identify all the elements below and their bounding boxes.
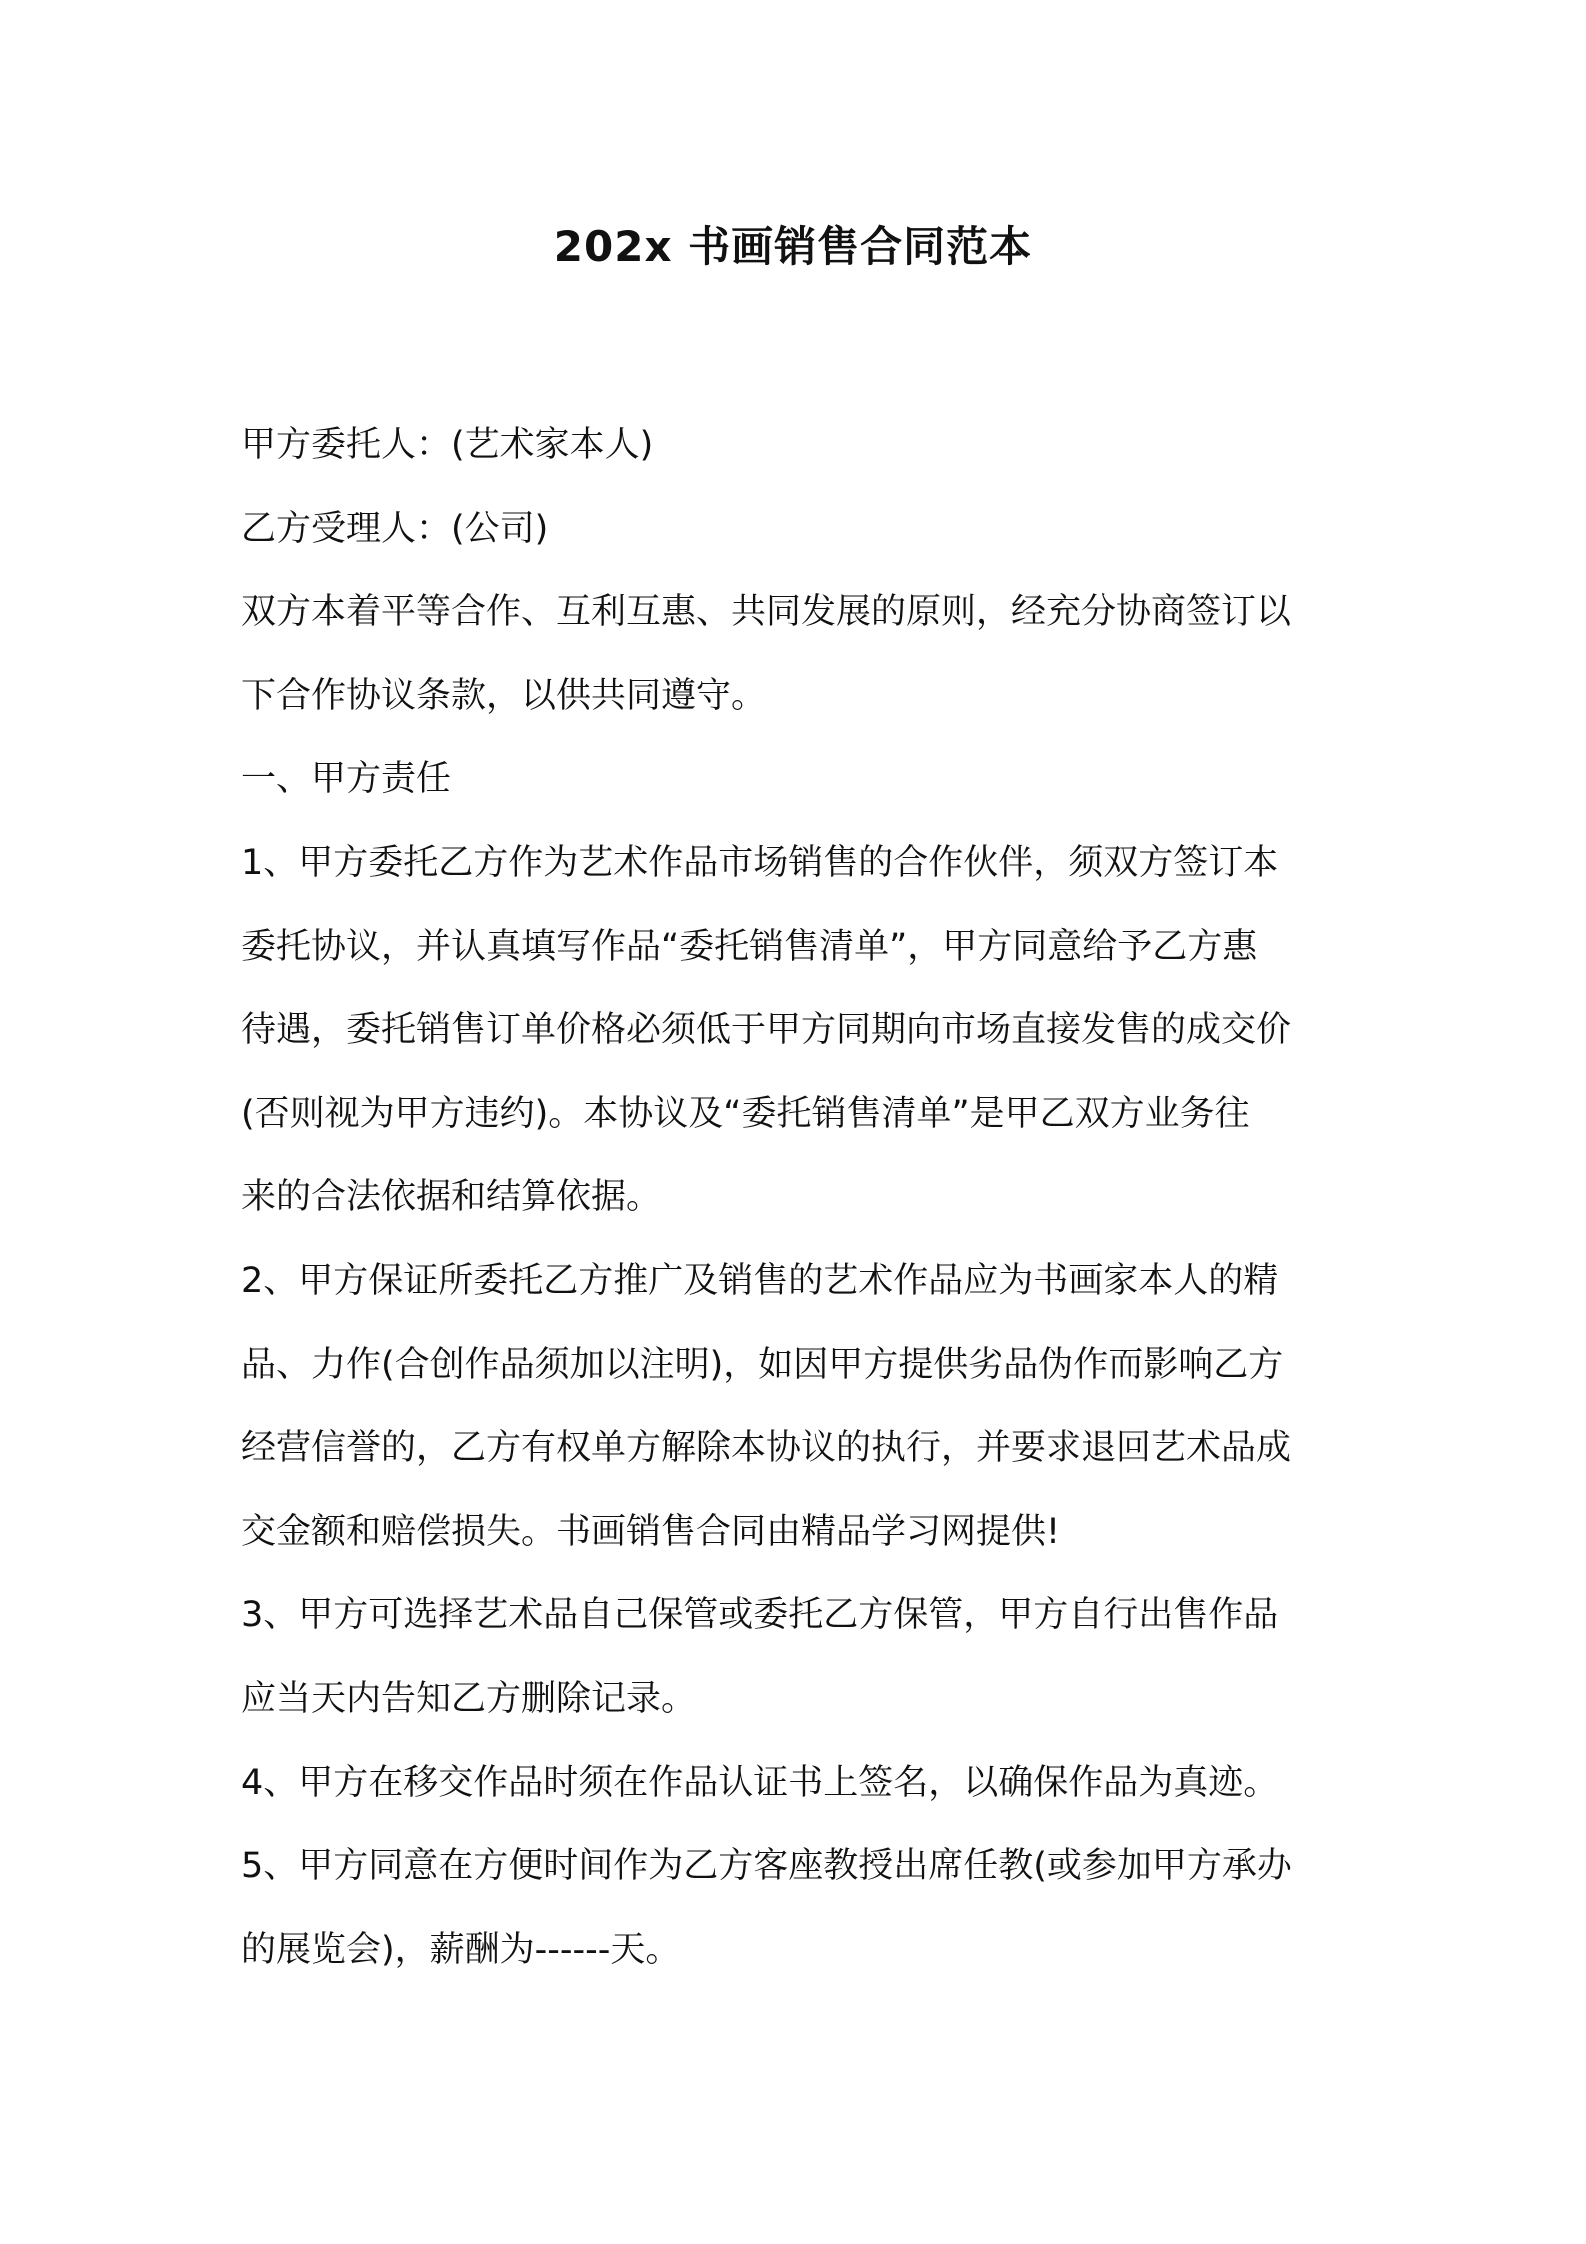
text-line: 下合作协议条款，以供共同遵守。 [241,675,767,716]
text-line: 待遇，委托销售订单价格必须低于甲方同期向市场直接发售的成交价 [241,1010,1292,1051]
section-heading: 一、甲方责任 [241,759,452,800]
text-line: 2、甲方保证所委托乙方推广及销售的艺术作品应为书画家本人的精 [241,1260,1279,1301]
text-line: 5、甲方同意在方便时间作为乙方客座教授出席任教(或参加甲方承办 [241,1846,1292,1887]
text-line: 交金额和赔偿损失。书画销售合同由精品学习网提供! [241,1511,1061,1552]
document-title: 202x 书画销售合同范本 [553,222,1033,271]
text-line: 应当天内告知乙方删除记录。 [241,1678,697,1719]
text-line: 甲方委托人：(艺术家本人) [241,425,654,465]
text-line: 1、甲方委托乙方作为艺术作品市场销售的合作伙伴，须双方签订本 [241,842,1279,883]
text-line: 乙方受理人：(公司) [241,508,549,549]
text-line: 委托协议，并认真填写作品“委托销售清单”，甲方同意给予乙方惠 [241,926,1258,967]
text-line: 品、力作(合创作品须加以注明)，如因甲方提供劣品伪作而影响乙方 [241,1344,1284,1385]
text-line: 的展览会)，薪酬为------天。 [241,1929,681,1970]
document-body [241,404,1361,1992]
text-line: (否则视为甲方违约)。本协议及“委托销售清单”是甲乙双方业务往 [241,1093,1250,1134]
text-line: 4、甲方在移交作品时须在作品认证书上签名，以确保作品为真迹。 [241,1762,1279,1803]
text-line: 双方本着平等合作、互利互惠、共同发展的原则，经充分协商签订以 [241,592,1292,633]
text-line: 3、甲方可选择艺术品自己保管或委托乙方保管，甲方自行出售作品 [241,1595,1279,1636]
text-line: 经营信誉的，乙方有权单方解除本协议的执行，并要求退回艺术品成 [241,1428,1292,1469]
text-line: 来的合法依据和结算依据。 [241,1177,662,1218]
